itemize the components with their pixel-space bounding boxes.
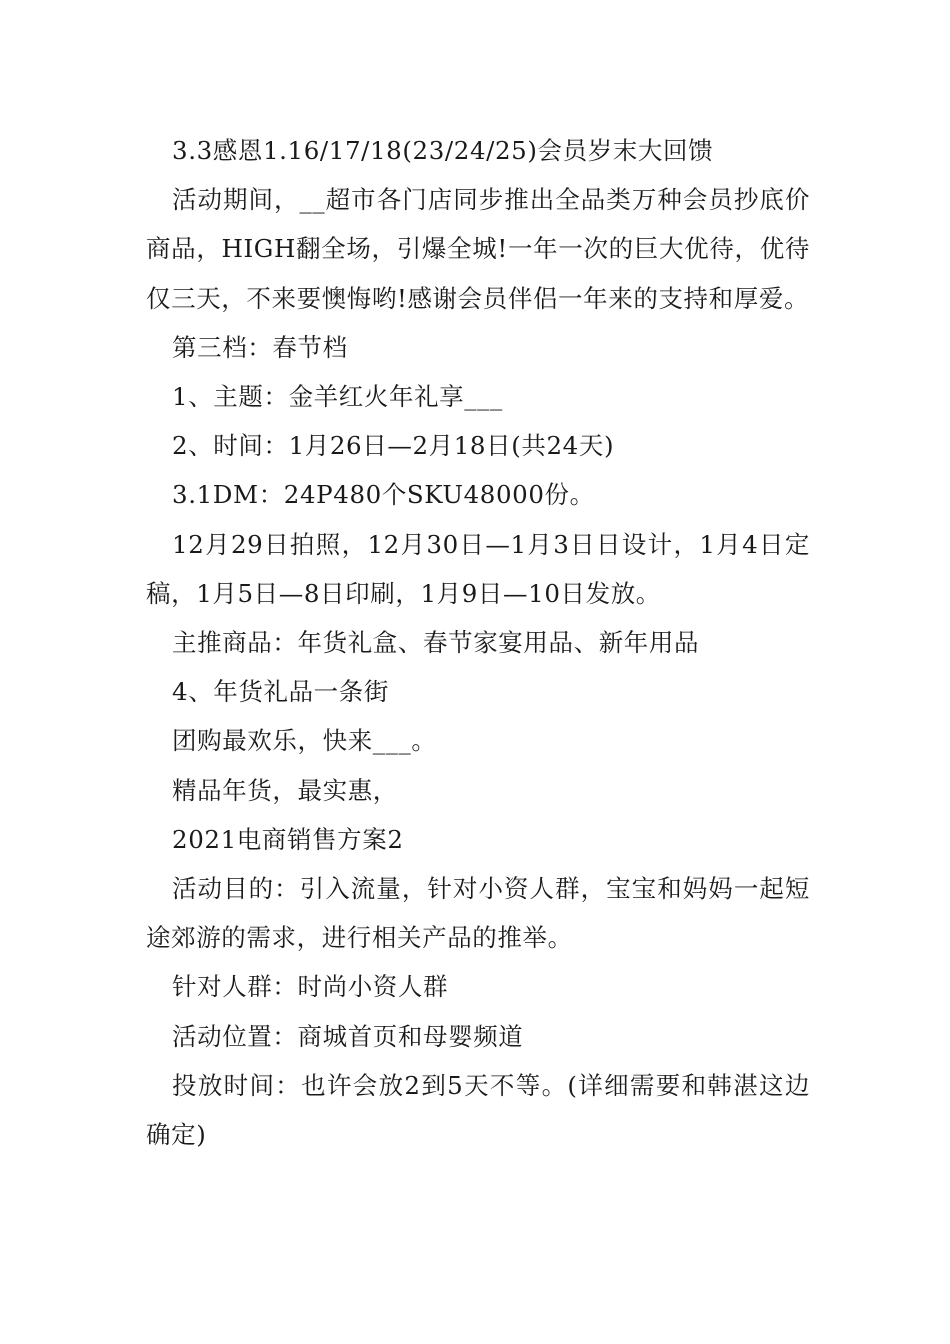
paragraph-activity-purpose: 活动目的：引入流量，针对小资人群，宝宝和妈妈一起短途郊游的需求，进行相关产品的推举。 [146,874,810,953]
paragraph-quality-goods: 精品年货，最实惠， [172,775,398,805]
paragraph-gift-street: 4、年货礼品一条街 [172,677,389,707]
paragraph-activity-period: 活动期间，__超市各门店同步推出全品类万种会员抄底价商品，HIGH翻全场，引爆全城!一年一次的巨大优待，优待仅三天，不来要懊悔哟!感谢会员伴侣一年来的支持和厚爱。 [146,185,810,313]
paragraph-theme: 1、主题：金羊红火年礼享___ [172,382,503,412]
paragraph-activity-location: 活动位置：商城首页和母婴频道 [172,1021,524,1051]
paragraph-placement-time: 投放时间：也许会放2到5天不等。(详细需要和韩湛这边确定) [146,1070,810,1150]
document-body [146,126,810,1159]
paragraph-main-products: 主推商品：年货礼盒、春节家宴用品、新年用品 [172,628,700,658]
paragraph-group-buy: 团购最欢乐，快来___。 [172,726,437,756]
paragraph-member-feedback-heading: 3.3感恩1.16/17/18(23/24/25)会员岁末大回馈 [172,136,714,165]
paragraph-third-stage: 第三档：春节档 [172,332,348,362]
paragraph-time: 2、时间：1月26日—2月18日(共24天) [172,431,615,461]
paragraph-dm: 3.1DM：24P480个SKU48000份。 [172,480,595,510]
paragraph-plan-2-title: 2021电商销售方案2 [172,824,404,854]
paragraph-schedule: 12月29日拍照，12月30日—1月3日日设计，1月4日定稿，1月5日—8日印刷，1月9日—10日发放。 [146,529,810,608]
paragraph-target-audience: 针对人群：时尚小资人群 [172,972,449,1002]
